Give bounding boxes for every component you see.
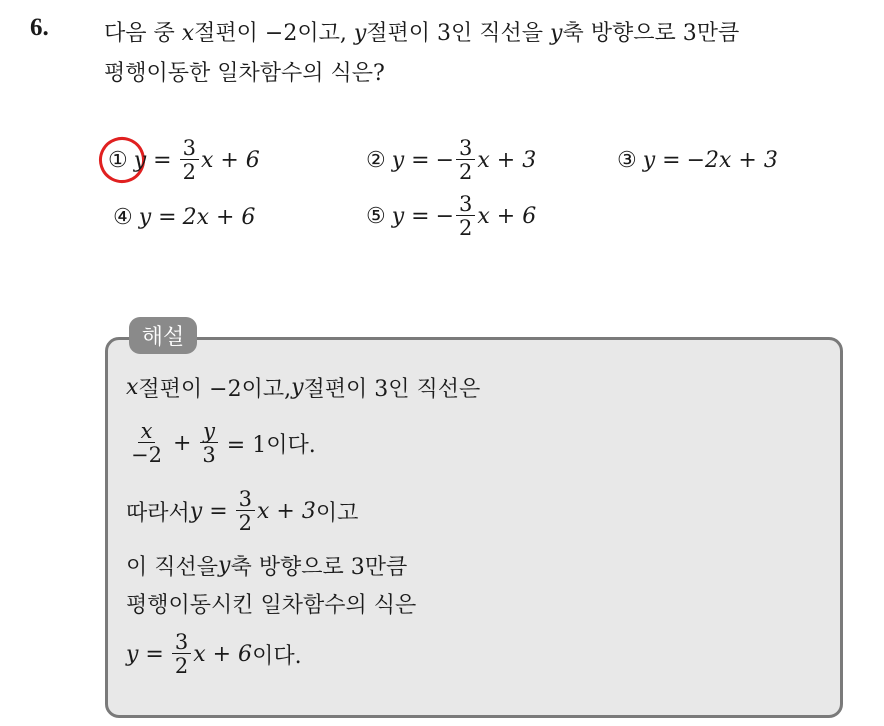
choice-3-marker: ③ xyxy=(617,147,637,173)
solution-line-4: 이 직선을 y 축 방향으로 3만큼 xyxy=(126,553,408,580)
choice-2-fraction: $\frac{3}{2}$ xyxy=(456,138,475,183)
question-line-1: 다음 중 x절편이 −2이고, y절편이 3인 직선을 y축 방향으로 3만큼 xyxy=(104,21,740,46)
choice-4-marker: ④ xyxy=(113,204,133,230)
solution-line-3: 따라서 y = $\frac{3}{2}$ x + 3 이고 xyxy=(126,486,359,535)
choice-2[interactable]: ② y = − $\frac{3}{2}$ x + 3 xyxy=(366,135,537,184)
choice-1-marker: ① xyxy=(108,147,128,173)
solution-line-5: 평행이동시킨 일차함수의 식은 xyxy=(126,593,417,618)
solution-line-6: y = $\frac{3}{2}$ x + 6 이다. xyxy=(126,629,302,678)
question-number: 6. xyxy=(30,14,49,41)
question-line-2: 평행이동한 일차함수의 식은? xyxy=(104,61,385,86)
choice-5-marker: ⑤ xyxy=(366,203,386,229)
choice-2-marker: ② xyxy=(366,147,386,173)
solution-line-1: x 절편이 −2이고, y 절편이 3인 직선은 xyxy=(126,375,481,402)
choice-1-fraction: $\frac{3}{2}$ xyxy=(180,138,199,183)
solution-line-2: $\frac{x}{-2}$ + $\frac{y}{3}$ = 1이다. xyxy=(131,418,316,467)
choice-5-fraction: $\frac{3}{2}$ xyxy=(456,194,475,239)
choice-4[interactable]: ④ y = 2x + 6 xyxy=(113,204,256,230)
solution-tag: 해설 xyxy=(129,317,197,354)
choice-3[interactable]: ③ y = −2x + 3 xyxy=(617,147,778,173)
choice-1[interactable]: ① y = $\frac{3}{2}$ x + 6 xyxy=(108,135,260,184)
choice-5[interactable]: ⑤ y = − $\frac{3}{2}$ x + 6 xyxy=(366,191,537,240)
